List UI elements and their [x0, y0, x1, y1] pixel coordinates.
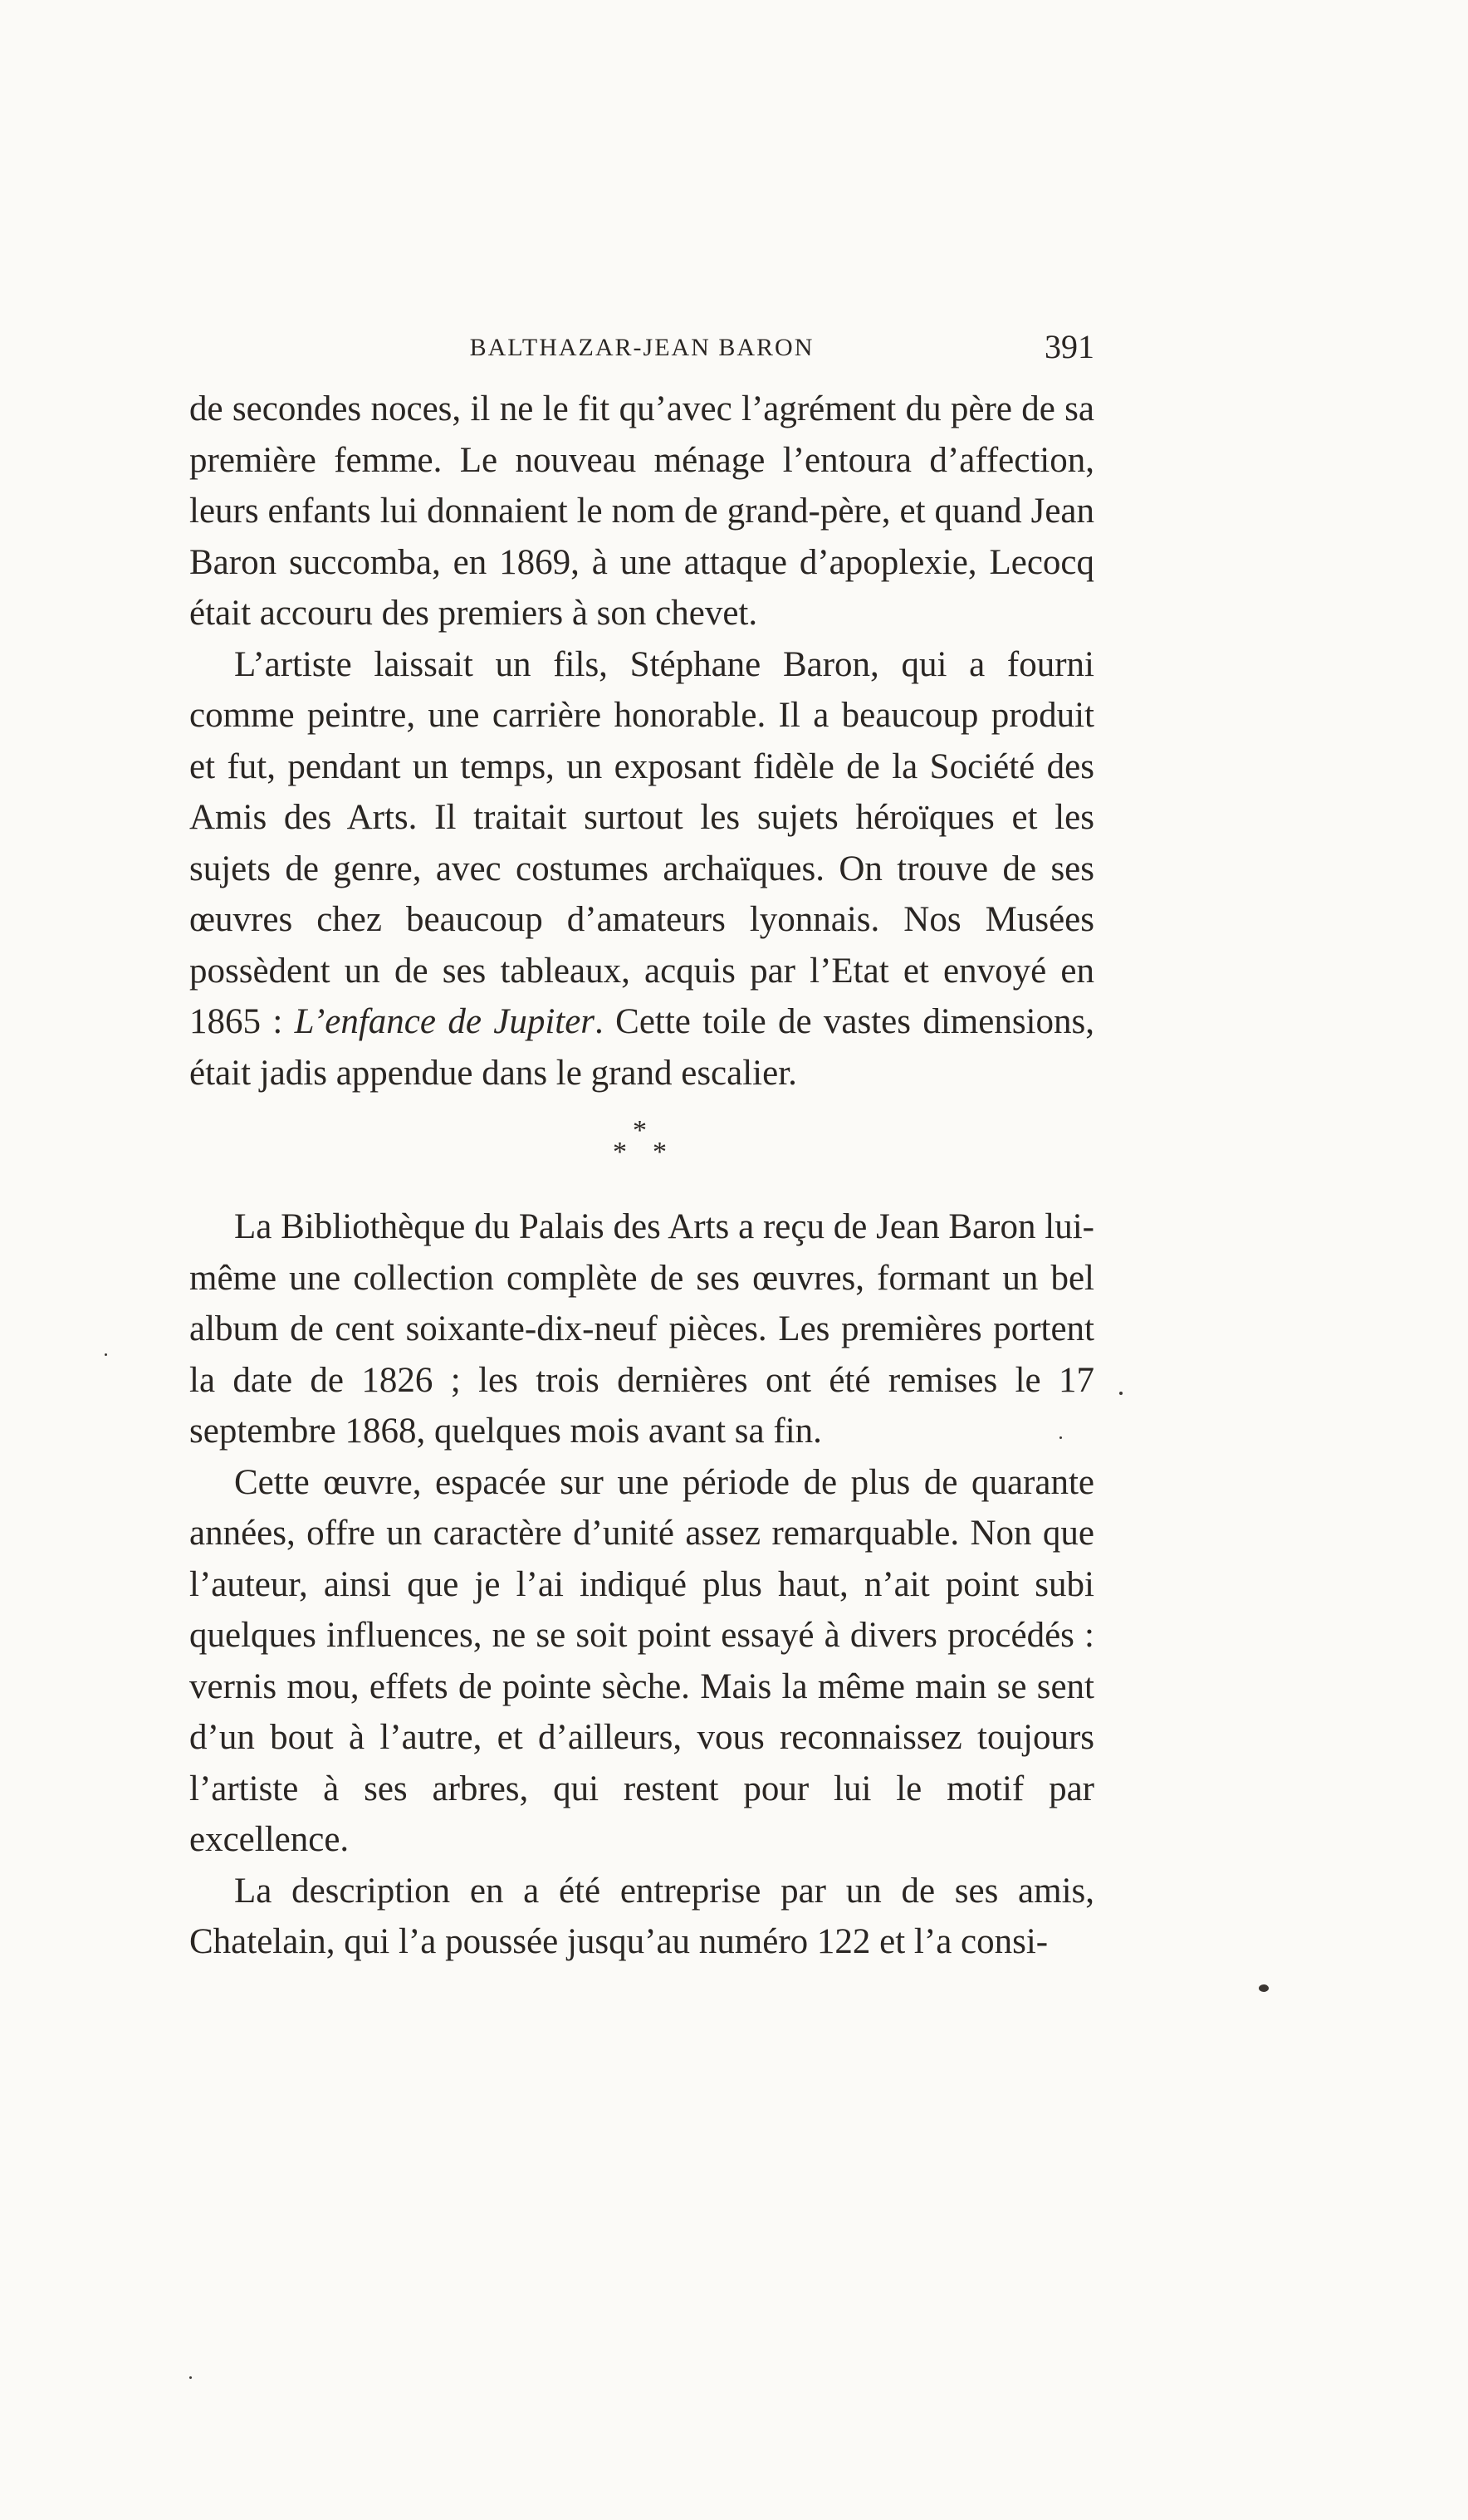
paragraph-5: La description en a été entreprise par un de ses amis, Chatelain, qui l’a poussée jusqu’au numéro 122 et l’a consi-	[189, 1871, 1094, 1961]
asterism-star-left: *	[613, 1137, 627, 1167]
ink-speck	[105, 1353, 107, 1356]
paragraph-2-text-end: . Cette toile de vastes dimensions, était jadis appendue dans le grand escalier.	[189, 1002, 1094, 1093]
page-number: 391	[1045, 328, 1094, 365]
paragraph-3: La Bibliothèque du Palais des Arts a reçu de Jean Baron lui-même une collection complète de ses œuvres, formant un bel album de cent soixante-dix-neuf pièces. Les premières portent la date de 1826 ; les trois dernières ont été remises le 17 septembre 1868, quelques mois avant sa fin.	[189, 1207, 1094, 1451]
paragraph-1: de secondes noces, il ne le fit qu’avec l’agrément du père de sa première femme. Le nouveau ménage l’entoura d’affection, leurs enfants lui donnaient le nom de grand-père, et quand Jean Baron succomba, en 1869, à une attaque d’apoplexie, Lecocq était accouru des premiers à son chevet.	[189, 389, 1094, 633]
asterism-star-right: *	[653, 1137, 667, 1167]
section-break-asterism	[189, 1107, 1094, 1178]
asterism-star-top: *	[633, 1115, 647, 1146]
artwork-title: L’enfance de Jupiter	[294, 1002, 595, 1041]
paragraph-4: Cette œuvre, espacée sur une période de plus de quarante années, offre un caractère d’unité assez remarquable. Non que l’auteur, ainsi que je l’ai indiqué plus haut, n’ait point subi quelques influences, ne se soit point essayé à divers procédés : vernis mou, effets de pointe sèche. Mais la même main se sent d’un bout à l’autre, et d’ailleurs, vous reconnaissez toujours l’artiste à ses arbres, qui restent pour lui le motif par excellence.	[189, 1462, 1094, 1859]
ink-speck	[1259, 1984, 1269, 1992]
page-body	[189, 384, 1094, 1968]
running-title: BALTHAZAR-JEAN BARON	[469, 334, 815, 361]
paragraph-2-text-start: L’artiste laissait un fils, Stéphane Baron, qui a fourni comme peintre, une carrière honorable. Il a beaucoup produit et fut, pendant un temps, un exposant fidèle de la Société des Amis des Arts. Il traitait surtout les sujets héroïques et les sujets de genre, avec costumes archaïques. On trouve de ses œuvres chez beaucoup d’amateurs lyonnais. Nos Musées possèdent un de ses tableaux, acquis par l’Etat et envoyé en 1865 :	[189, 644, 1094, 1041]
ink-speck	[1119, 1392, 1123, 1395]
ink-speck	[189, 2376, 192, 2379]
ink-speck	[1059, 1436, 1062, 1439]
running-head	[189, 325, 1094, 367]
paragraph-2	[189, 639, 1094, 1099]
